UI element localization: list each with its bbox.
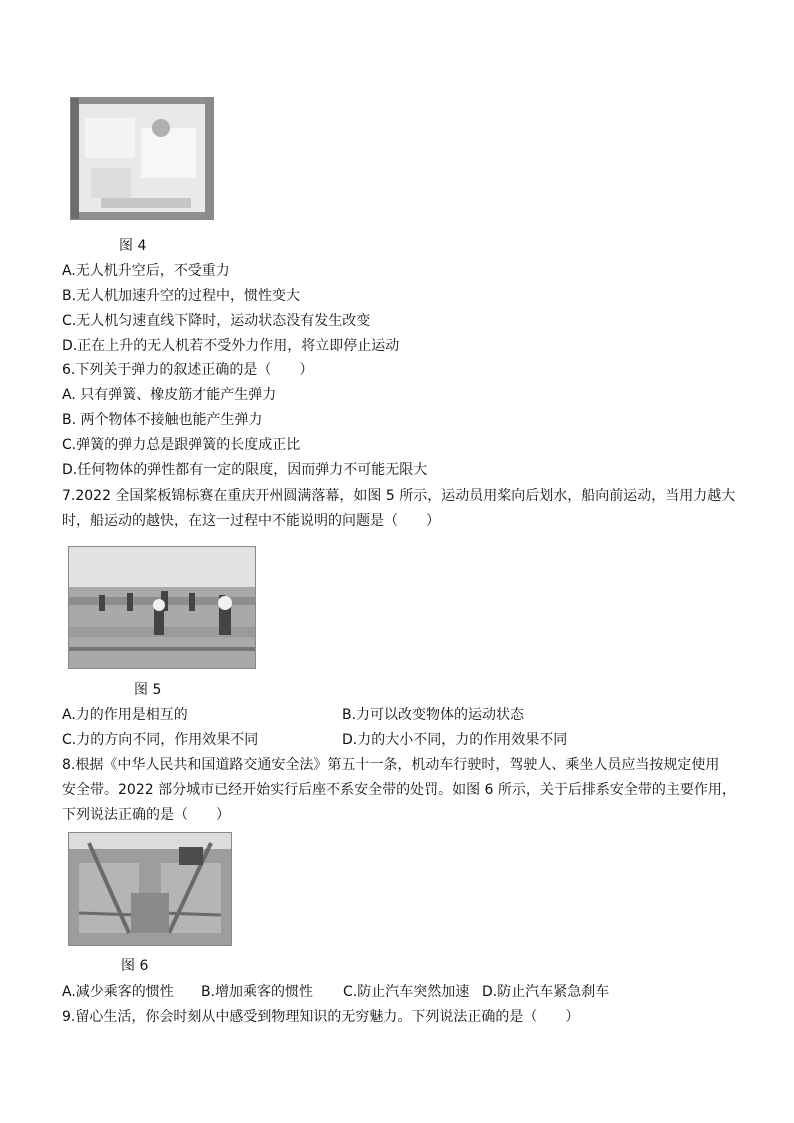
q7-option-b: B.力可以改变物体的运动状态 [342, 707, 525, 723]
q7-stem-line-2: 时，船运动的越快，在这一过程中不能说明的问题是（ ） [62, 513, 440, 529]
q8-option-b: B.增加乘客的惯性 [201, 984, 314, 1000]
q7-option-d: D.力的大小不同，力的作用效果不同 [342, 732, 568, 748]
figure-4-image [70, 97, 214, 220]
figure-4-caption: 图 4 [119, 238, 147, 254]
q5-option-a: A.无人机升空后，不受重力 [62, 263, 230, 279]
q5-option-c: C.无人机匀速直线下降时，运动状态没有发生改变 [62, 313, 371, 329]
figure-5-caption: 图 5 [134, 682, 162, 698]
figure-6-image [68, 832, 232, 946]
q8-option-c: C.防止汽车突然加速 [343, 984, 470, 1000]
q8-stem-line-2: 安全带。2022 部分城市已经开始实行后座不系安全带的处罚。如图 6 所示，关于后排系安全带的主要作用， [62, 782, 736, 798]
q8-option-a: A.减少乘客的惯性 [62, 984, 174, 1000]
q6-option-c: C.弹簧的弹力总是跟弹簧的长度成正比 [62, 437, 301, 453]
q6-stem: 6.下列关于弹力的叙述正确的是（ ） [62, 362, 314, 378]
q5-option-d: D.正在上升的无人机若不受外力作用，将立即停止运动 [62, 338, 400, 354]
q5-option-b: B.无人机加速升空的过程中，惯性变大 [62, 288, 301, 304]
q6-option-b: B. 两个物体不接触也能产生弹力 [62, 412, 263, 428]
figure-6-caption: 图 6 [121, 958, 149, 974]
q7-option-c: C.力的方向不同，作用效果不同 [62, 732, 259, 748]
q8-stem-line-3: 下列说法正确的是（ ） [62, 807, 230, 823]
q7-stem-line-1: 7.2022 全国桨板锦标赛在重庆开州圆满落幕，如图 5 所示，运动员用桨向后划水，船向前运动，当用力越大 [62, 488, 736, 504]
q8-option-d: D.防止汽车紧急刹车 [482, 984, 610, 1000]
q8-options-row [62, 983, 609, 1001]
q6-option-a: A. 只有弹簧、橡皮筋才能产生弹力 [62, 387, 277, 403]
q8-stem-line-1: 8.根据《中华人民共和国道路交通安全法》第五十一条，机动车行驶时，驾驶人、乘坐人员应当按规定使用 [62, 757, 720, 773]
q7-option-a: A.力的作用是相互的 [62, 707, 188, 723]
figure-5-image [68, 546, 256, 669]
q6-option-d: D.任何物体的弹性都有一定的限度，因而弹力不可能无限大 [62, 462, 428, 478]
q9-stem: 9.留心生活，你会时刻从中感受到物理知识的无穷魅力。下列说法正确的是（ ） [62, 1009, 580, 1025]
